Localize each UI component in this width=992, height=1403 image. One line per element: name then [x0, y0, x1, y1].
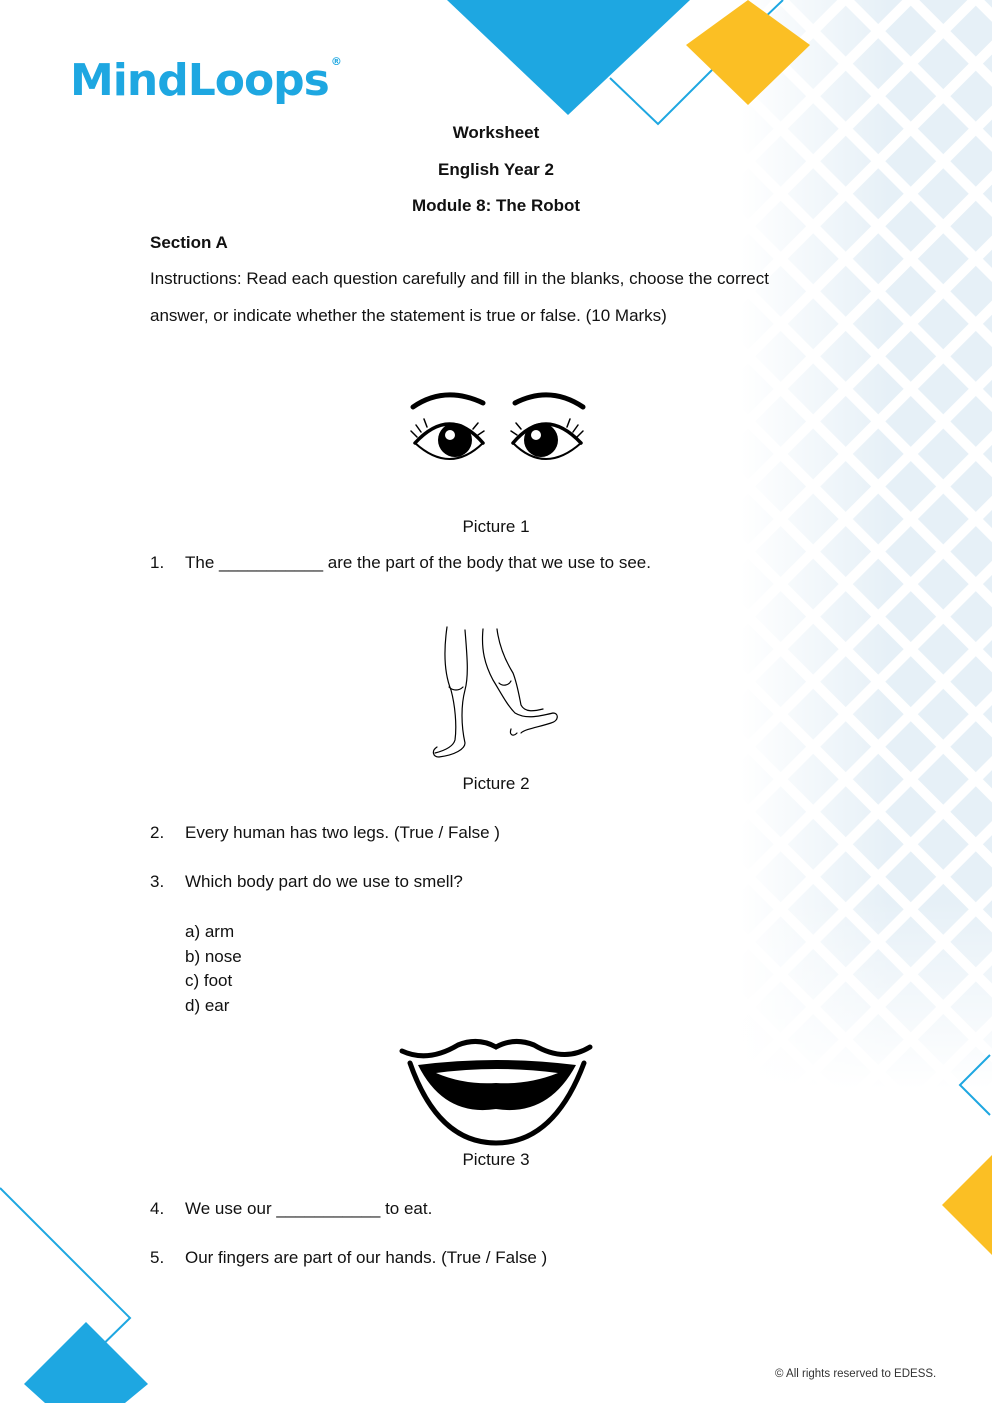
option-a: a) arm — [185, 922, 235, 941]
copyright-footer: © All rights reserved to EDESS. — [775, 1368, 937, 1380]
mindloops-logo: MindLoops ® — [70, 55, 341, 106]
mouth-icon — [398, 1035, 594, 1147]
question-4-number: 4. — [150, 1199, 165, 1218]
option-c: c) foot — [185, 971, 233, 990]
picture-2-caption: Picture 2 — [462, 774, 530, 793]
question-2-number: 2. — [150, 823, 165, 842]
question-1-text: The ___________ are the part of the body that we use to see. — [185, 553, 651, 572]
legs-icon — [425, 625, 565, 765]
question-2-text: Every human has two legs. (True / False ) — [185, 823, 500, 842]
eyes-icon — [405, 385, 590, 475]
question-3-options — [185, 920, 242, 1018]
question-4-text: We use our ___________ to eat. — [185, 1199, 433, 1218]
question-1-number: 1. — [150, 553, 165, 572]
section-title: Section A — [150, 233, 228, 252]
yellow-diamond-right — [942, 1155, 992, 1255]
question-3-number: 3. — [150, 872, 165, 891]
instructions-line-1: Instructions: Read each question carefully and fill in the blanks, choose the correct — [150, 269, 769, 288]
question-5-text: Our fingers are part of our hands. (True / False ) — [185, 1248, 548, 1267]
option-d: d) ear — [185, 995, 230, 1015]
worksheet-title: Worksheet — [452, 123, 540, 142]
picture-3-caption: Picture 3 — [462, 1150, 530, 1169]
option-b: b) nose — [185, 946, 242, 966]
module-title: Module 8: The Robot — [411, 196, 581, 215]
instructions-line-2: answer, or indicate whether the statement is true or false. (10 Marks) — [150, 306, 667, 325]
blue-triangle-top — [447, 0, 690, 115]
blue-diamond-bottom — [24, 1322, 148, 1403]
subject-title: English Year 2 — [438, 160, 554, 179]
question-3-text: Which body part do we use to smell? — [185, 872, 463, 891]
picture-1-caption: Picture 1 — [462, 517, 530, 536]
question-5-number: 5. — [150, 1248, 165, 1267]
